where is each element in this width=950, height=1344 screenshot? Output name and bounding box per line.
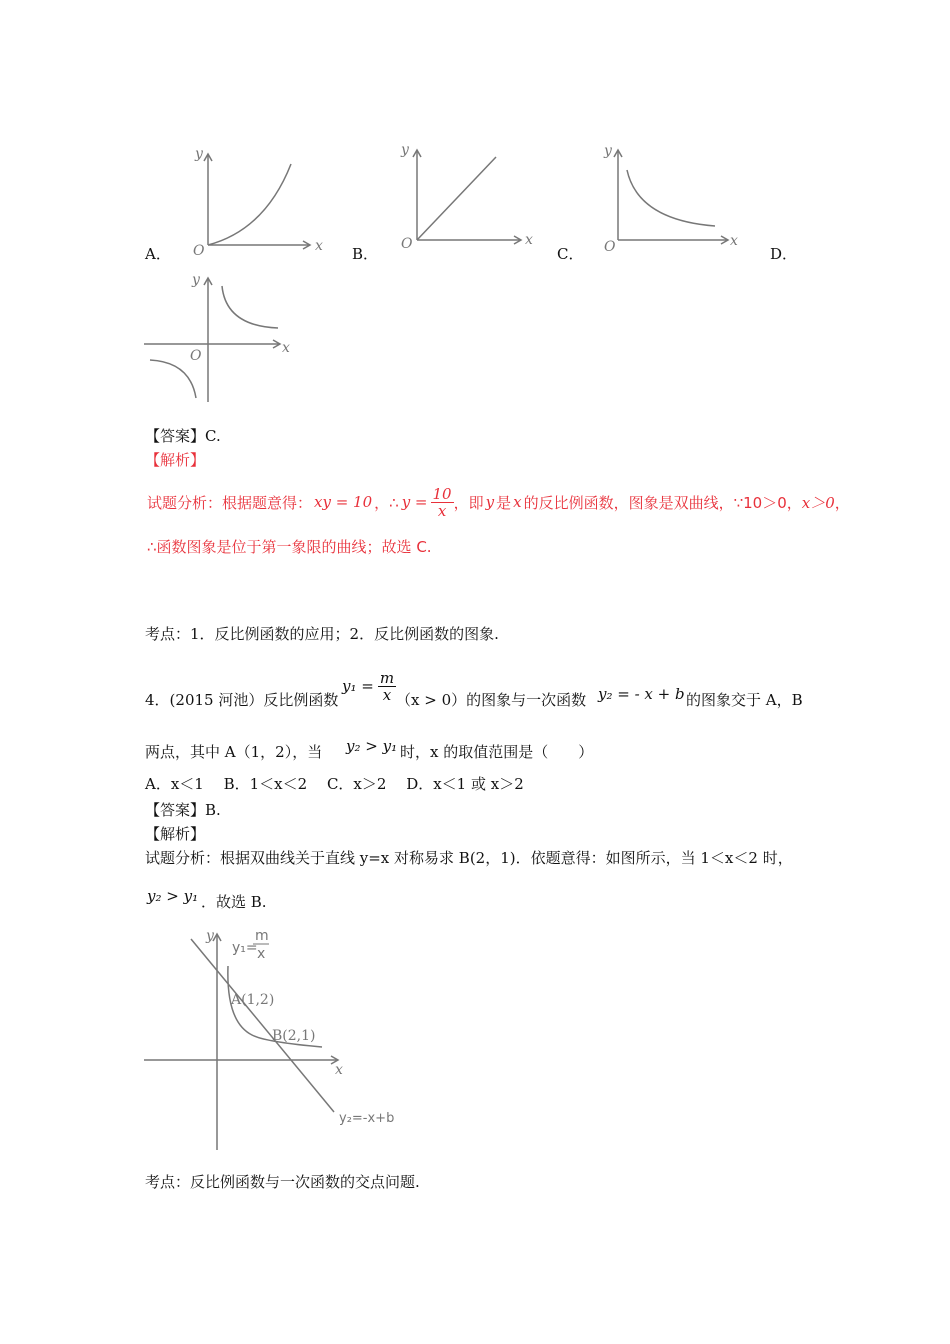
q3-fraction-denominator: x — [437, 501, 447, 520]
q4-analysis-line1: 试题分析：根据双曲线关于直线 y=x 对称易求 B(2，1)．依题意得：如图所示，当 1＜x＜2 时， — [145, 849, 793, 867]
graph-a-power-curve — [185, 140, 335, 260]
q3-analysis-p6: ， — [834, 493, 850, 512]
q3-analysis-p4: 是 — [496, 493, 512, 512]
q3-kaodian: 考点：1．反比例函数的应用；2．反比例函数的图象. — [145, 625, 499, 643]
option-b-label: B． — [352, 245, 379, 263]
graph-b-x-label: x — [525, 232, 533, 248]
graph-b-y-label: y — [401, 142, 409, 158]
q4-condition: （x > 0）的图象与一次函数 — [396, 691, 587, 709]
q4-figure-point-a: A(1,2) — [231, 992, 275, 1008]
q4-figure-line — [191, 939, 334, 1112]
q3-fraction — [431, 486, 454, 519]
q4-y1-numerator: m — [379, 668, 395, 687]
graph-c-origin: O — [604, 239, 616, 255]
graph-b-linear — [395, 140, 545, 260]
q4-analysis-title: 【解析】 — [145, 825, 206, 843]
q3-equation-lhs: y = — [401, 493, 428, 511]
q3-analysis-title: 【解析】 — [145, 451, 206, 469]
q3-analysis-p3: ，即 — [453, 493, 484, 512]
q4-inequality: y₂ > y₁ — [346, 737, 398, 755]
q3-condition: x＞0 — [801, 493, 835, 512]
q4-figure-y-label: y — [206, 928, 214, 944]
option-c-label: C． — [557, 245, 584, 263]
q4-y1-lhs: y₁ = — [342, 677, 374, 695]
q3-answer: 【答案】C. — [145, 427, 221, 445]
option-d-label: D． — [770, 245, 798, 263]
q4-figure-x-label: x — [335, 1062, 343, 1078]
q3-analysis-line2: ∴函数图象是位于第一象限的曲线；故选 C. — [147, 538, 432, 556]
q3-var-y: y — [485, 493, 495, 511]
graph-a-y-label: y — [195, 146, 203, 162]
graph-d-y-label: y — [192, 272, 200, 288]
q4-figure-hyperbola-label-num: m — [255, 928, 269, 944]
q4-figure-line-label: y₂=-x+b — [339, 1111, 395, 1126]
q4-line2a: 两点，其中 A（1，2），当 — [145, 743, 323, 761]
q4-figure-hyperbola-label-den: x — [257, 946, 266, 962]
graph-c-hyperbola-first-quadrant — [598, 140, 748, 260]
graph-a-origin: O — [193, 243, 205, 259]
q4-y1-fraction — [378, 670, 396, 703]
q3-fraction-numerator: 10 — [432, 484, 452, 503]
q3-equation-xy: xy = 10 — [314, 493, 373, 511]
q3-analysis-line1 — [147, 482, 850, 522]
q4-figure-hyperbola-label-lhs: y₁= — [232, 940, 258, 956]
q4-equation-y1 — [342, 662, 396, 710]
graph-c-y-label: y — [604, 143, 612, 159]
q4-analysis-line2: ．故选 B. — [201, 893, 267, 911]
q4-line2b: 时，x 的取值范围是（ ） — [400, 743, 594, 761]
q3-analysis-p2: ，∴ — [374, 493, 399, 512]
q3-analysis-p5: 的反比例函数，图象是双曲线，∵10＞0， — [523, 493, 802, 512]
q4-choices: A．x＜1 B．1＜x＜2 C．x＞2 D．x＜1 或 x＞2 — [145, 775, 524, 793]
graph-d-origin: O — [190, 348, 202, 364]
q4-intro: 4．(2015 河池）反比例函数 — [145, 691, 339, 709]
q4-analysis-inequality: y₂ > y₁ — [147, 887, 199, 905]
q4-equation-y2: y₂ = - x + b — [598, 685, 685, 703]
q4-tail: 的图象交于 A，B — [686, 691, 803, 709]
q4-kaodian: 考点：反比例函数与一次函数的交点问题. — [145, 1173, 420, 1191]
graph-b-origin: O — [401, 236, 413, 252]
q4-answer: 【答案】B. — [145, 801, 221, 819]
graph-a-x-label: x — [315, 238, 323, 254]
q3-analysis-p1: 试题分析：根据题意得： — [147, 493, 313, 512]
graph-d-hyperbola-two-branches — [140, 268, 305, 408]
q4-y1-denominator: x — [382, 685, 392, 704]
graph-d-x-label: x — [282, 340, 290, 356]
q3-var-x: x — [513, 493, 522, 511]
q4-figure — [140, 922, 410, 1154]
option-a-label: A． — [145, 245, 171, 263]
graph-c-x-label: x — [730, 233, 738, 249]
q4-figure-point-b: B(2,1) — [272, 1028, 316, 1044]
